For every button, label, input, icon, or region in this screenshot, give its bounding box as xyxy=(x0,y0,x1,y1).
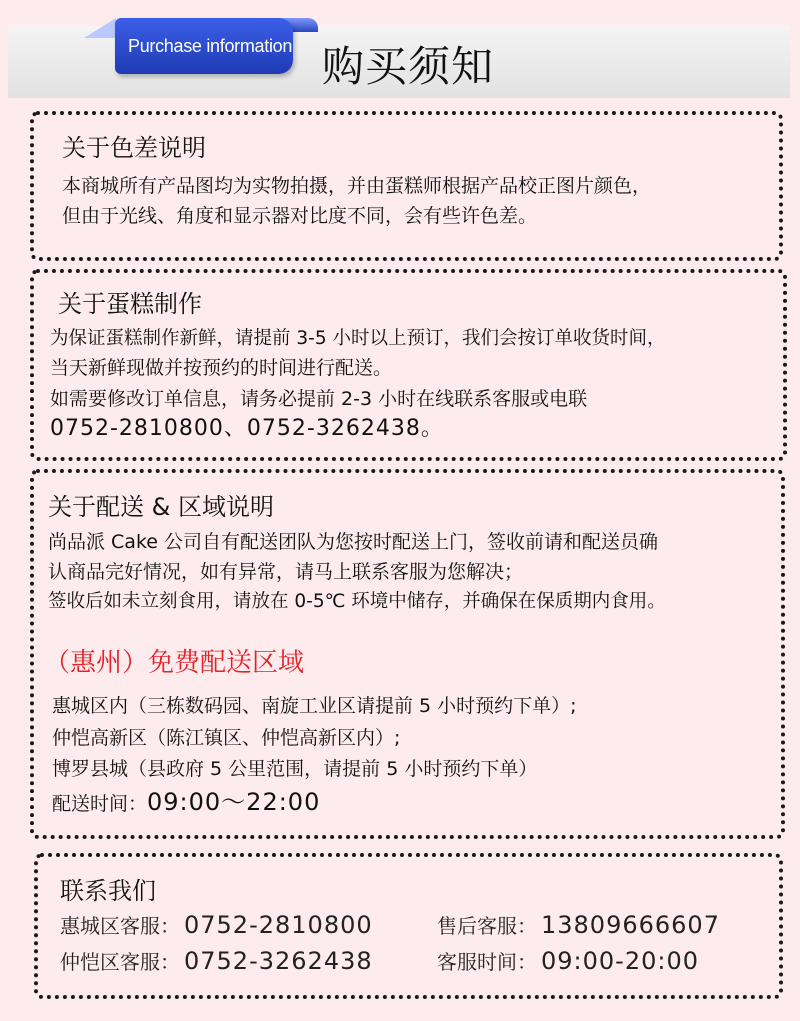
cake-section-heading: 关于蛋糕制作 xyxy=(58,290,202,318)
delivery-area-item: 仲恺高新区（陈江镇区、仲恺高新区内）; xyxy=(52,727,401,749)
delivery-area-item: 博罗县城（县政府 5 公里范围，请提前 5 小时预约下单） xyxy=(52,758,538,780)
cake-section-phones: 0752-2810800、0752-3262438。 xyxy=(50,416,444,441)
contact-service-time xyxy=(437,946,699,975)
contact-aftersale-phone: 13809666607 xyxy=(541,911,720,939)
delivery-section-line: 尚品派 Cake 公司自有配送团队为您按时配送上门，签收前请和配送员确 xyxy=(48,531,659,553)
delivery-time-value: 09:00～22:00 xyxy=(147,788,321,816)
contact-service-time-label: 客服时间： xyxy=(437,950,537,974)
contact-zhongkai-phone: 0752-3262438 xyxy=(184,947,373,975)
contact-huicheng-phone: 0752-2810800 xyxy=(184,911,373,939)
cake-section-line: 如需要修改订单信息，请务必提前 2-3 小时在线联系客服或电联 xyxy=(50,388,588,410)
color-section-line: 但由于光线、角度和显示器对比度不同，会有些许色差。 xyxy=(62,205,538,227)
contact-huicheng-label: 惠城区客服： xyxy=(60,914,180,938)
delivery-section-line: 签收后如未立刻食用，请放在 0-5℃ 环境中储存，并确保在保质期内食用。 xyxy=(48,591,666,612)
contact-zhongkai xyxy=(60,946,373,975)
contact-aftersale-label: 售后客服： xyxy=(437,914,537,938)
ribbon-fold-left xyxy=(84,18,116,38)
contact-huicheng xyxy=(60,910,373,939)
delivery-section-line: 认商品完好情况，如有异常，请马上联系客服为您解决； xyxy=(48,561,524,583)
free-area-title: （惠州）免费配送区域 xyxy=(44,648,305,678)
color-section-line: 本商城所有产品图均为实物拍摄，并由蛋糕师根据产品校正图片颜色， xyxy=(62,175,652,197)
delivery-time-label: 配送时间： xyxy=(52,793,148,815)
contact-aftersale xyxy=(437,910,720,939)
delivery-area-item: 惠城区内（三栋数码园、南旋工业区请提前 5 小时预约下单）; xyxy=(52,695,577,717)
contact-service-time-value: 09:00-20:00 xyxy=(541,947,699,975)
delivery-section-heading: 关于配送 & 区域说明 xyxy=(48,493,274,521)
delivery-time xyxy=(52,786,320,820)
contact-zhongkai-label: 仲恺区客服： xyxy=(60,950,180,974)
ribbon-label: Purchase information xyxy=(128,36,293,56)
page-title: 购买须知 xyxy=(322,42,495,91)
color-section-heading: 关于色差说明 xyxy=(62,134,206,162)
cake-section-line: 为保证蛋糕制作新鲜，请提前 3-5 小时以上预订，我们会按订单收货时间， xyxy=(50,328,666,349)
cake-section-line: 当天新鲜现做并按预约的时间进行配送。 xyxy=(50,357,393,379)
contact-section-heading: 联系我们 xyxy=(60,877,156,905)
